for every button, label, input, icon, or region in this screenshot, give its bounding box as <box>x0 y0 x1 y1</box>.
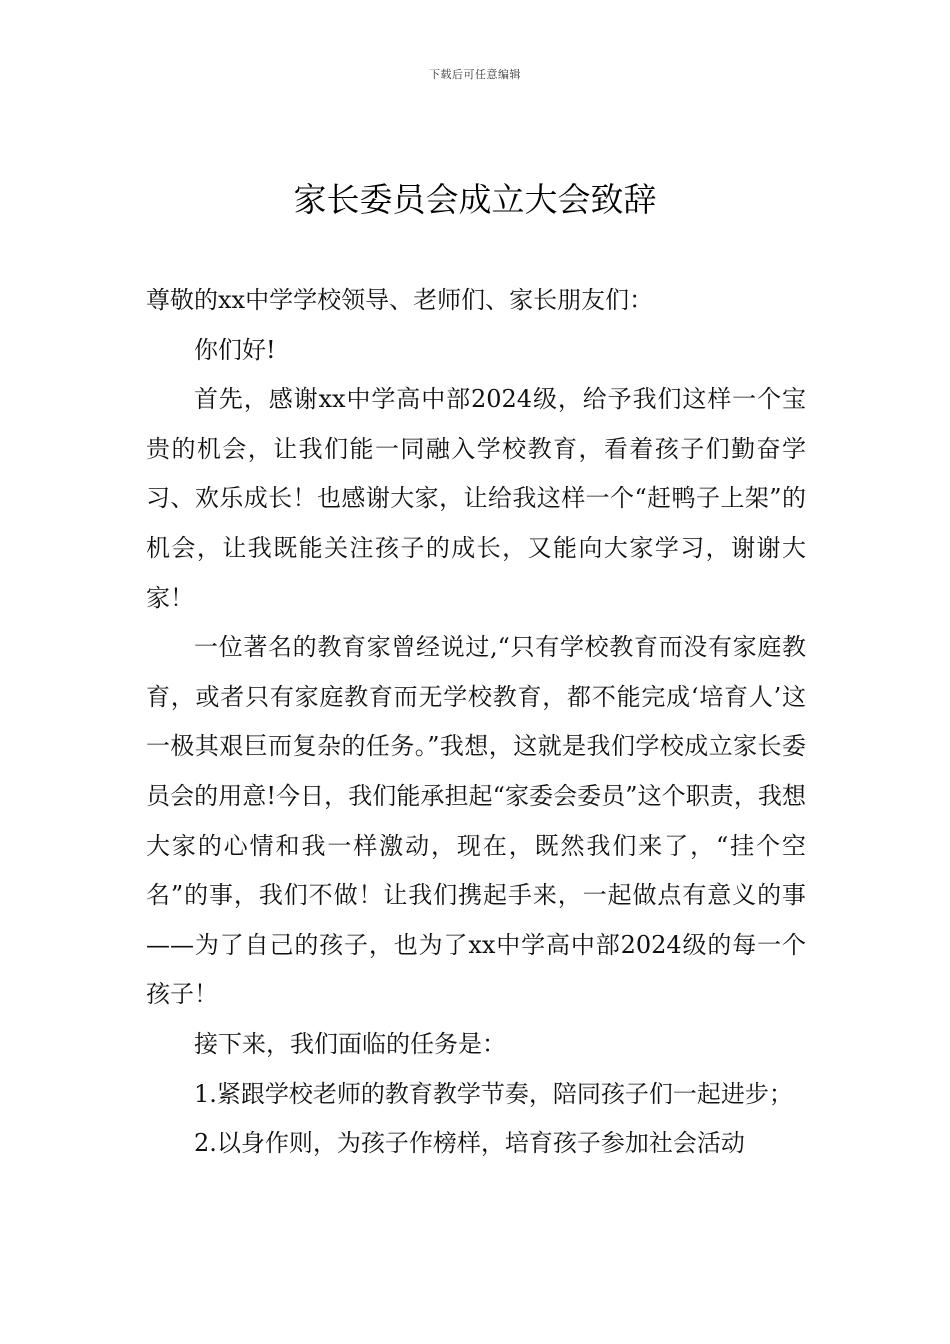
task-item-2: 2.以身作则，为孩子作榜样，培育孩子参加社会活动 <box>194 1129 745 1158</box>
quote-paragraph: 一位著名的教育家曾经说过,“只有学校教育而没有家庭教育，或者只有家庭教育而无学校教育，都不能完成‘培育人’这一极其艰巨而复杂的任务。”我想，这就是我们学校成立家长委员会的用意!今日，我们能承担起“家委会委员”这个职责，我想大家的心情和我一样激动，现在，既然我们来了，“挂个空名”的事，我们不做！让我们携起手来，一起做点有意义的事——为了自己的孩子，也为了xx中学高中部2024级的每一个孩子！ <box>146 633 806 1009</box>
greeting-paragraph: 你们好! <box>194 335 276 364</box>
document-body <box>146 276 806 1169</box>
task-item-1: 1.紧跟学校老师的教育教学节奏，陪同孩子们一起进步； <box>194 1079 793 1108</box>
tasks-intro-paragraph: 接下来，我们面临的任务是： <box>194 1029 506 1058</box>
document-title: 家长委员会成立大会致辞 <box>293 180 657 219</box>
salutation-paragraph: 尊敬的xx中学学校领导、老师们、家长朋友们： <box>146 286 654 314</box>
header-note: 下载后可任意编辑 <box>429 68 521 81</box>
thanks-paragraph: 首先，感谢xx中学高中部2024级，给予我们这样一个宝贵的机会，让我们能一同融入学校教育，看着孩子们勤奋学习、欢乐成长！也感谢大家，让给我这样一个“赶鸭子上架”的机会，让我既能关注孩子的成长，又能向大家学习，谢谢大家！ <box>146 385 806 612</box>
